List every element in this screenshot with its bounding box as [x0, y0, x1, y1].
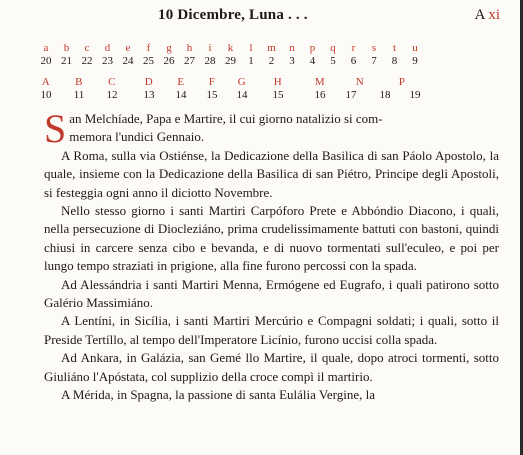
- calendar-number-13: 4: [309, 55, 316, 67]
- calendar-number-15: 6: [350, 55, 357, 67]
- calendar-number-4: 24: [122, 55, 134, 67]
- calendar-number-5: 25: [143, 55, 154, 67]
- calendar-number-14: 5: [330, 55, 336, 67]
- calendar-number-11: 2: [268, 55, 275, 67]
- entry-1: [44, 106, 499, 151]
- calendar-number-0: 20: [40, 55, 52, 67]
- calendar-letter-6: g: [166, 42, 172, 54]
- calendar-number-17: 8: [391, 55, 398, 67]
- calendar-letter-10: l: [249, 42, 253, 54]
- calendar-number-10: 1: [248, 55, 254, 67]
- calendar-letter-2: c: [84, 42, 90, 54]
- entry-1-line-2: memora l'undici Gennaio.: [69, 129, 205, 145]
- calendar-epact-4: 14: [175, 89, 187, 101]
- calendar-letter-8: i: [208, 42, 212, 54]
- calendar-number-1: 21: [61, 55, 72, 67]
- calendar-epact-10: 18: [379, 89, 391, 101]
- calendar-epact-1: 11: [73, 89, 85, 101]
- entry-4: Ad Alessándria i santi Martiri Menna, Ermógene ed Eugrafo, i quali patirono sotto Galério Massimiáno.: [44, 276, 499, 311]
- calendar-row-numbers: [40, 54, 424, 68]
- calendar-capital-4: E: [177, 76, 185, 88]
- calendar-capital-10: P: [398, 76, 406, 88]
- martyrology-text: [44, 106, 499, 405]
- calendar-capital-5: F: [208, 76, 216, 88]
- calendar-number-12: 3: [289, 55, 295, 67]
- calendar-letter-11: m: [267, 42, 276, 54]
- calendar-row-capital-letters: [41, 75, 424, 89]
- calendar-letter-0: a: [43, 42, 49, 54]
- calendar-capital-0: A: [41, 76, 51, 88]
- entry-6: Ad Ankara, in Galázia, san Gemé llo Martire, il quale, dopo atroci tormenti, sotto Giuliáno l'Apóstata, col supplizio della croce compì il martirio.: [44, 350, 499, 384]
- entry-1-line-1: an Melchíade, Papa e Martire, il cui giorno natalizio si com-: [69, 111, 383, 126]
- calendar-letter-9: k: [227, 42, 234, 54]
- calendar-row-epact-numbers: [40, 88, 424, 102]
- calendar-letter-1: b: [63, 42, 70, 54]
- calendar-letter-3: d: [104, 42, 111, 54]
- calendar-epact-9: 17: [345, 89, 357, 101]
- calendar-epact-6: 14: [236, 89, 248, 101]
- calendar-number-6: 26: [163, 55, 175, 67]
- page-title: 10 Dicembre, Luna . . .: [158, 7, 308, 23]
- calendar-epact-7: 15: [272, 89, 284, 101]
- calendar-row-letters: [44, 41, 424, 55]
- calendar-letter-5: f: [146, 42, 151, 54]
- calendar-number-7: 27: [184, 55, 195, 67]
- calendar-number-16: 7: [371, 55, 377, 67]
- calendar-epact-0: 10: [40, 89, 52, 101]
- calendar-letter-16: s: [371, 42, 377, 54]
- calendar-capital-6: G: [237, 76, 247, 88]
- calendar-capital-9: N: [355, 76, 365, 88]
- side-letter: A: [474, 7, 485, 23]
- calendar-letter-12: n: [289, 42, 295, 54]
- calendar-capital-2: C: [108, 76, 116, 88]
- page-side-marker: [475, 7, 500, 24]
- calendar-epact-3: 13: [143, 89, 155, 101]
- page-header: [40, 7, 500, 27]
- calendar-letter-7: h: [186, 42, 193, 54]
- calendar-number-2: 22: [81, 55, 93, 67]
- entry-2: A Roma, sulla via Ostiénse, la Dedicazione della Basilica di san Páolo Apostolo, la quale, insieme con la Dedicazione della Basilica di san Piétro, Principe degli Apostoli, si festeggia ogni anno il diciotto Novembre.: [44, 147, 499, 200]
- calendar-capital-8: M: [314, 76, 326, 88]
- calendar-letter-17: t: [392, 42, 397, 54]
- calendar-number-9: 29: [225, 55, 236, 67]
- calendar-epact-11: 19: [409, 89, 421, 101]
- calendar-number-18: 9: [412, 55, 418, 67]
- calendar-number-3: 23: [102, 55, 113, 67]
- calendar-letter-4: e: [125, 42, 131, 54]
- calendar-number-8: 28: [204, 55, 216, 67]
- side-number: xi: [488, 7, 500, 23]
- drop-cap: S: [44, 106, 67, 151]
- calendar-letter-18: u: [412, 42, 418, 54]
- calendar-epact-5: 15: [206, 89, 218, 101]
- calendar-letter-15: r: [351, 42, 356, 54]
- calendar-letter-14: q: [330, 42, 336, 54]
- calendar-epact-8: 16: [314, 89, 326, 101]
- calendar-capital-3: D: [144, 76, 154, 88]
- calendar-capital-1: B: [75, 76, 83, 88]
- entry-7: A Mérida, in Spagna, la passione di santa Eulália Vergine, la: [61, 387, 375, 403]
- calendar-letter-13: p: [309, 42, 316, 54]
- entry-3: Nello stesso giorno i santi Martiri Carpóforo Prete e Abbóndio Diacono, i quali, nella persecuzione di Diocleziáno, prima crudelissimamente battuti con bastoni, quindi chiusi in carcere senza cibo e bevanda, e di nuovo tormentati sull'eculeo, e poi per lungo tempo straziati in prigione, alla fine furono percossi con la spada.: [44, 203, 499, 274]
- calendar-epact-2: 12: [106, 89, 118, 101]
- entry-5: A Lentíni, in Sicília, i santi Martiri Mercúrio e Compagni soldati; i quali, sotto il Preside Tertíllo, al tempo dell'Imperatore Licínio, furono uccisi colla spada.: [44, 313, 499, 347]
- calendar-capital-7: H: [273, 76, 283, 88]
